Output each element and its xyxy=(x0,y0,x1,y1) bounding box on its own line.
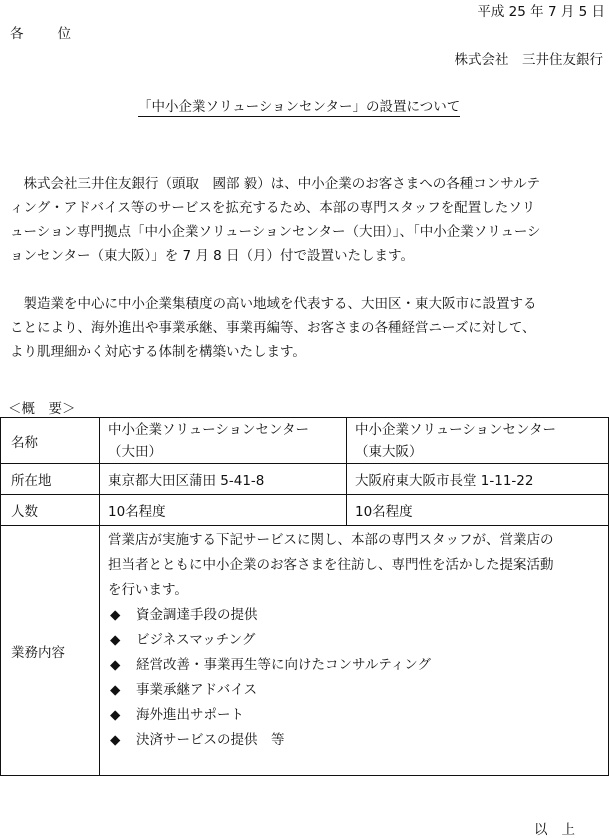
table-row-business xyxy=(1,526,609,776)
service-label: ビジネスマッチング xyxy=(136,632,256,648)
recipient-b: 位 xyxy=(57,26,75,42)
higashiosaka-staff: 10名程度 xyxy=(347,495,609,526)
name-label: 名称 xyxy=(1,418,100,464)
recipient-a: 各 xyxy=(10,26,28,42)
diamond-bullet-icon: ◆ xyxy=(110,657,121,673)
diamond-bullet-icon: ◆ xyxy=(110,732,121,748)
table-row-location xyxy=(1,464,609,495)
higashiosaka-name-cell xyxy=(347,418,609,464)
ota-name-cell xyxy=(100,418,347,464)
higashiosaka-location: 大阪府東大阪市長堂 1-11-22 xyxy=(347,464,609,495)
paragraph-line: ことにより、海外進出や事業承継、事業再編等、お客さまの各種経営ニーズに対して、 xyxy=(10,320,536,336)
table-row-name xyxy=(1,418,609,464)
paragraph-announcement xyxy=(10,172,609,268)
service-item xyxy=(108,728,600,753)
service-item xyxy=(108,653,600,678)
location-label: 所在地 xyxy=(1,464,100,495)
ota-staff: 10名程度 xyxy=(100,495,347,526)
document-date: 平成 25 年 7 月 5 日 xyxy=(477,4,605,20)
service-label: 事業承継アドバイス xyxy=(136,682,258,698)
service-label: 海外進出サポート xyxy=(136,707,244,723)
paragraph-purpose xyxy=(10,292,609,364)
paragraph-line: ィング・アドバイス等のサービスを拡充するため、本部の専門スタッフを配置したソリ xyxy=(10,200,536,216)
higashiosaka-name-line1: 中小企業ソリューションセンター xyxy=(355,421,557,438)
overview-heading: ＜概 要＞ xyxy=(8,401,76,417)
service-item xyxy=(108,628,600,653)
diamond-bullet-icon: ◆ xyxy=(110,607,121,623)
ota-name-line1: 中小企業ソリューションセンター xyxy=(108,421,310,438)
diamond-bullet-icon: ◆ xyxy=(110,632,121,648)
service-label: 資金調達手段の提供 xyxy=(136,607,258,623)
ota-name-line2: （大田） xyxy=(108,443,162,460)
business-content xyxy=(100,526,609,776)
higashiosaka-name-line2: （東大阪） xyxy=(355,443,423,460)
service-item xyxy=(108,678,600,703)
overview-table xyxy=(0,417,609,776)
paragraph-line: ューション専門拠点「中小企業ソリューションセンター（大田）」、「中小企業ソリューシ xyxy=(10,224,541,240)
service-item xyxy=(108,703,600,728)
business-intro-line: 担当者とともに中小企業のお客さまを往訪し、専門性を活かした提案活動 xyxy=(108,557,554,573)
table-row-staff xyxy=(1,495,609,526)
business-intro-line: を行います。 xyxy=(108,582,188,598)
staff-label: 人数 xyxy=(1,495,100,526)
paragraph-line: 株式会社三井住友銀行（頭取 國部 毅）は、中小企業のお客さまへの各種コンサルテ xyxy=(10,176,541,192)
ota-location: 東京都大田区蒲田 5-41-8 xyxy=(100,464,347,495)
recipient-line xyxy=(10,22,75,42)
diamond-bullet-icon: ◆ xyxy=(110,682,121,698)
service-item xyxy=(108,603,600,628)
document-title: 「中小企業ソリューションセンター」の設置について xyxy=(138,99,461,115)
business-intro-line: 営業店が実施する下記サービスに関し、本部の専門スタッフが、営業店の xyxy=(108,532,554,548)
business-label: 業務内容 xyxy=(1,526,100,776)
closing-mark: 以上 xyxy=(534,822,589,838)
service-label: 決済サービスの提供 等 xyxy=(136,732,285,748)
service-label: 経営改善・事業再生等に向けたコンサルティング xyxy=(136,657,431,673)
paragraph-line: 製造業を中心に中小企業集積度の高い地域を代表する、大田区・東大阪市に設置する xyxy=(10,296,537,312)
paragraph-line: より肌理細かく対応する体制を構築いたします。 xyxy=(10,344,306,360)
paragraph-line: ョンセンター（東大阪）」を 7 月 8 日（月）付で設置いたします。 xyxy=(10,248,414,264)
diamond-bullet-icon: ◆ xyxy=(110,707,121,723)
issuer-name: 株式会社 三井住友銀行 xyxy=(454,52,603,68)
